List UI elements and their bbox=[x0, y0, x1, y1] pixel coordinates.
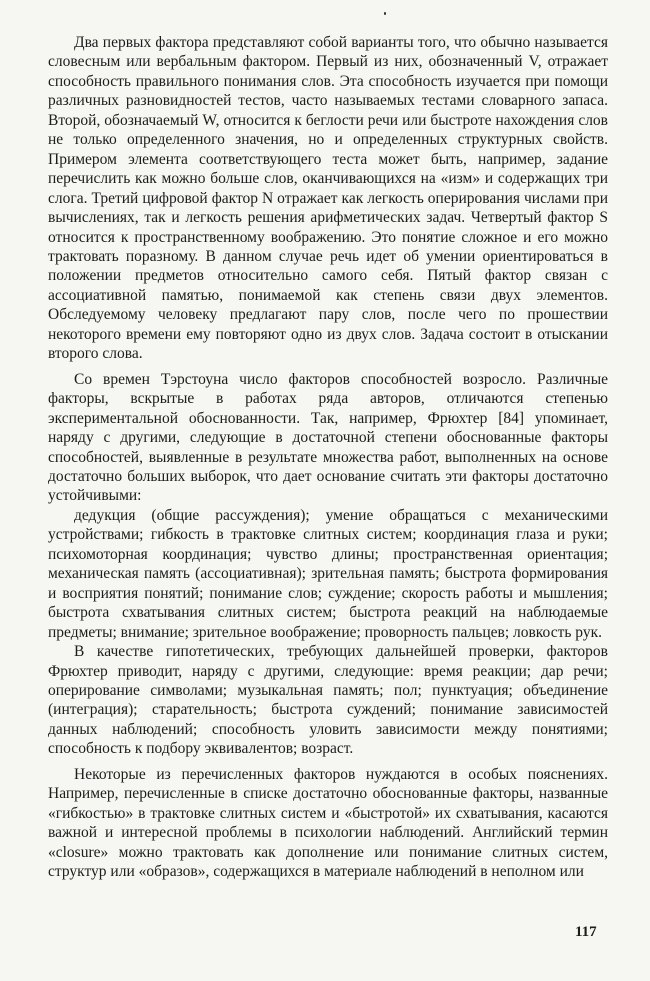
text-column bbox=[48, 33, 608, 881]
paragraph-closure-explanation: Некоторые из перечисленных факторов нуждаются в особых пояснениях. Например, перечисленные в списке достаточно обоснованные факторы, названные «гибкостью» в трактовке слитных систем и «быстротой» их схватывания, касаются важной и интересной проблемы в психологии наблюдений. Английский термин «closure» можно трактовать как дополнение или понимание слитных систем, структур или «образов», содержащихся в материале наблюдений в неполном или bbox=[48, 765, 608, 881]
scan-speck bbox=[384, 12, 386, 15]
paragraph-thurstone-factors: Два первых фактора представляют собой варианты того, что обычно называется словесным или вербальным фактором. Первый из них, обозначенный V, отражает способность правильного понимания слов. Эта способность изучается при помощи различных разновидностей тестов, часто называемых тестами словарного запаса. Второй, обозначаемый W, относится к беглости речи или быстроте нахождения слов не только определенного значения, но и определенных структурных свойств. Примером элемента соответствующего теста может быть, например, задание перечислить как можно больше слов, оканчивающихся на «изм» и содержащих три слога. Третий цифровой фактор N отражает как легкость оперирования числами при вычислениях, так и легкость решения арифметических задач. Четвертый фактор S относится к пространственному воображению. Это понятие сложное и его можно трактовать поразному. В данном случае речь идет об умении ориентироваться в положении предметов относительно самого себя. Пятый фактор связан с ассоциативной памятью, понимаемой как степень связи двух элементов. Обследуемому человеку предлагают пару слов, после чего по прошествии некоторого времени ему повторяют одно из двух слов. Задача состоит в отыскании второго слова. bbox=[48, 34, 608, 363]
paragraph-fruchter-intro: Со времен Тэрстоуна число факторов способностей возросло. Различные факторы, вскрытые в работах ряда авторов, отличаются степенью экспериментальной обоснованности. Так, например, Фрюхтер [84] упоминает, наряду с другими, следующие в достаточной степени обоснованные факторы способностей, выявленные в результате множества работ, выполненных на основе достаточно больших выборок, что дает основание считать эти факторы достаточно устойчивыми: bbox=[48, 370, 608, 505]
paragraph-hypothetical-factors: В качестве гипотетических, требующих дальнейшей проверки, факторов Фрюхтер приводит, наряду с другими, следующие: время реакции; дар речи; оперирование символами; музыкальная память; пол; пунктуация; объединение (интеграция); старательность; быстрота суждений; понимание зависимостей данных наблюдений; способность уловить зависимости между понятиями; способность к подбору эквивалентов; возраст. bbox=[48, 643, 608, 758]
page-number: 117 bbox=[575, 924, 597, 940]
paragraph-established-factors-list: дедукция (общие рассуждения); умение обращаться с механическими устройствами; гибкость в трактовке слитных систем; координация глаза и руки; психомоторная координация; чувство длины; пространственная ориентация; механическая память (ассоциативная); зрительная память; быстрота формирования и восприятия понятий; понимание слов; суждение; скорость работы и мышления; быстрота схватывания слитных систем; быстрота реакций на наблюдаемые предметы; внимание; зрительное воображение; проворность пальцев; ловкость рук. bbox=[48, 506, 608, 641]
